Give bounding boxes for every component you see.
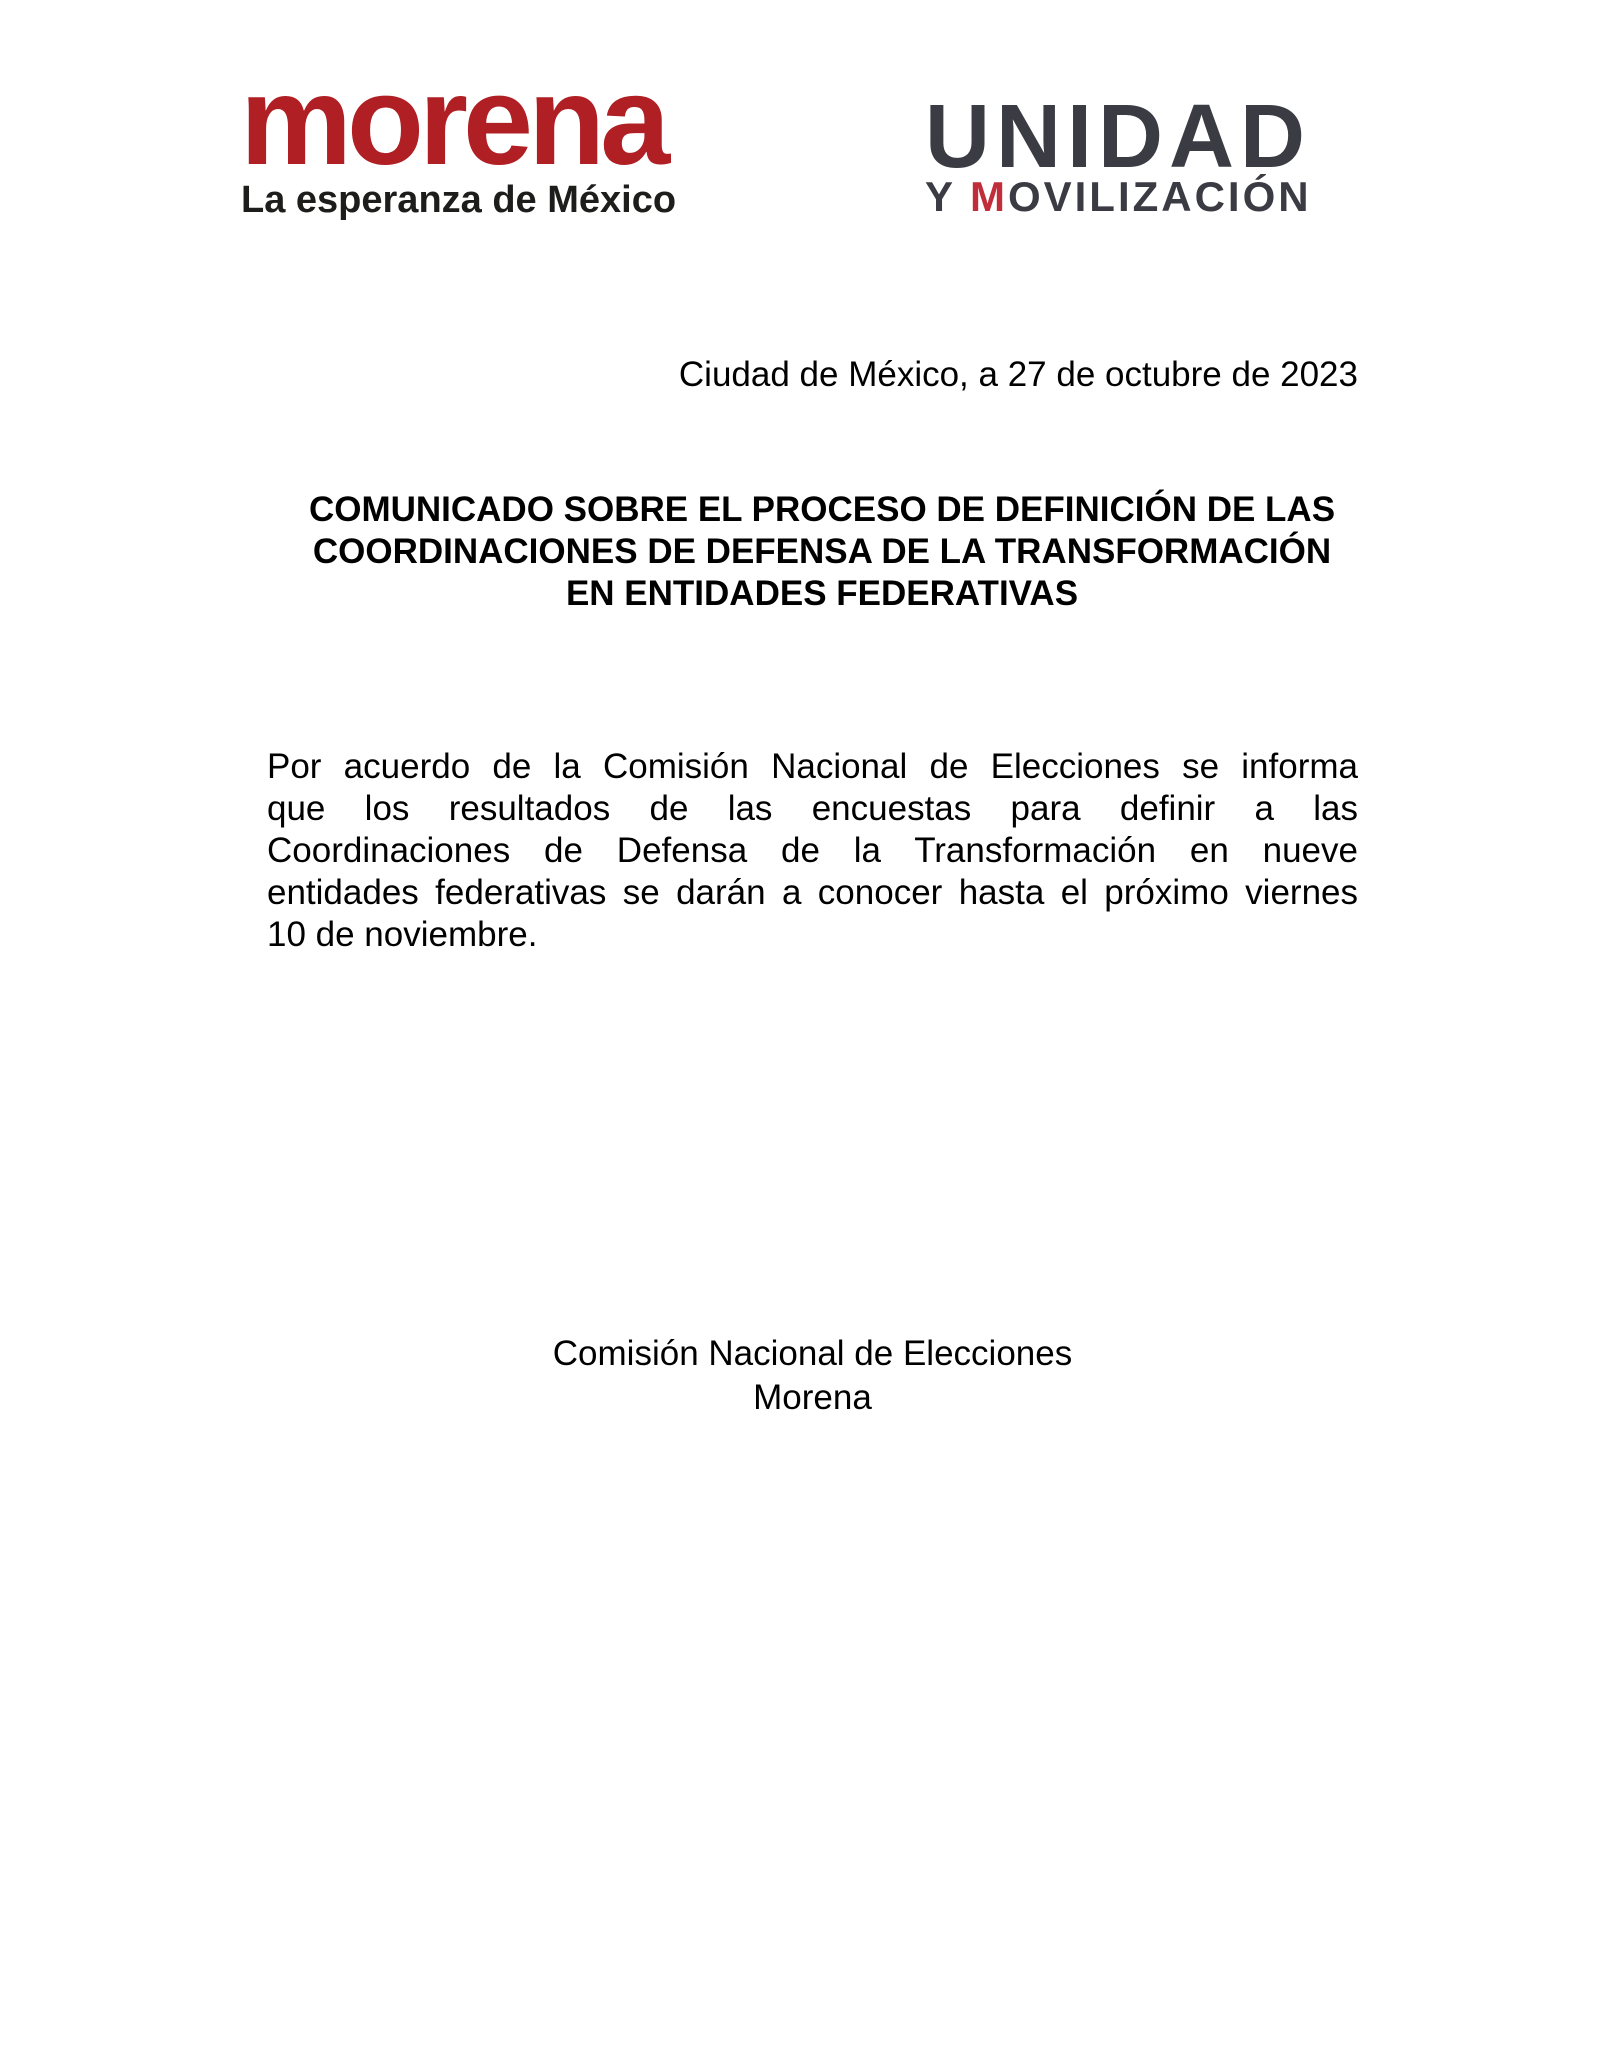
unidad-logo-line2-accent-m: M bbox=[969, 173, 1008, 220]
morena-logo-wordmark: morena bbox=[240, 50, 666, 191]
document-title-line-2: COORDINACIONES DE DEFENSA DE LA TRANSFORMACIÓN bbox=[312, 532, 1332, 571]
body-line-4: entidades federativas se darán a conocer hasta el próximo viernes bbox=[267, 873, 1358, 912]
morena-logo-tagline: La esperanza de México bbox=[241, 179, 677, 221]
body-line-3: Coordinaciones de Defensa de la Transformación en nueve bbox=[267, 831, 1358, 870]
signature-line-1: Comisión Nacional de Elecciones bbox=[552, 1334, 1073, 1373]
document-title-line-1: COMUNICADO SOBRE EL PROCESO DE DEFINICIÓN DE LAS bbox=[308, 490, 1336, 529]
unidad-logo-line1: UNIDAD bbox=[925, 87, 1311, 187]
unidad-logo-line2-rest: OVILIZACIÓN bbox=[1007, 173, 1312, 220]
signature-line-2: Morena bbox=[753, 1378, 872, 1417]
body-line-1: Por acuerdo de la Comisión Nacional de Elecciones se informa bbox=[267, 747, 1358, 786]
body-line-5: 10 de noviembre. bbox=[267, 915, 538, 954]
body-paragraph bbox=[267, 746, 1358, 956]
document-title-line-3: EN ENTIDADES FEDERATIVAS bbox=[565, 574, 1079, 613]
signature-block bbox=[267, 1332, 1358, 1420]
document-title bbox=[267, 489, 1377, 615]
body-line-2: que los resultados de las encuestas para definir a las bbox=[267, 789, 1358, 828]
unidad-logo-line2 bbox=[925, 173, 1312, 220]
unidad-logo-line2-prefix: Y bbox=[925, 173, 970, 220]
date-line: Ciudad de México, a 27 de octubre de 2023 bbox=[678, 355, 1358, 394]
